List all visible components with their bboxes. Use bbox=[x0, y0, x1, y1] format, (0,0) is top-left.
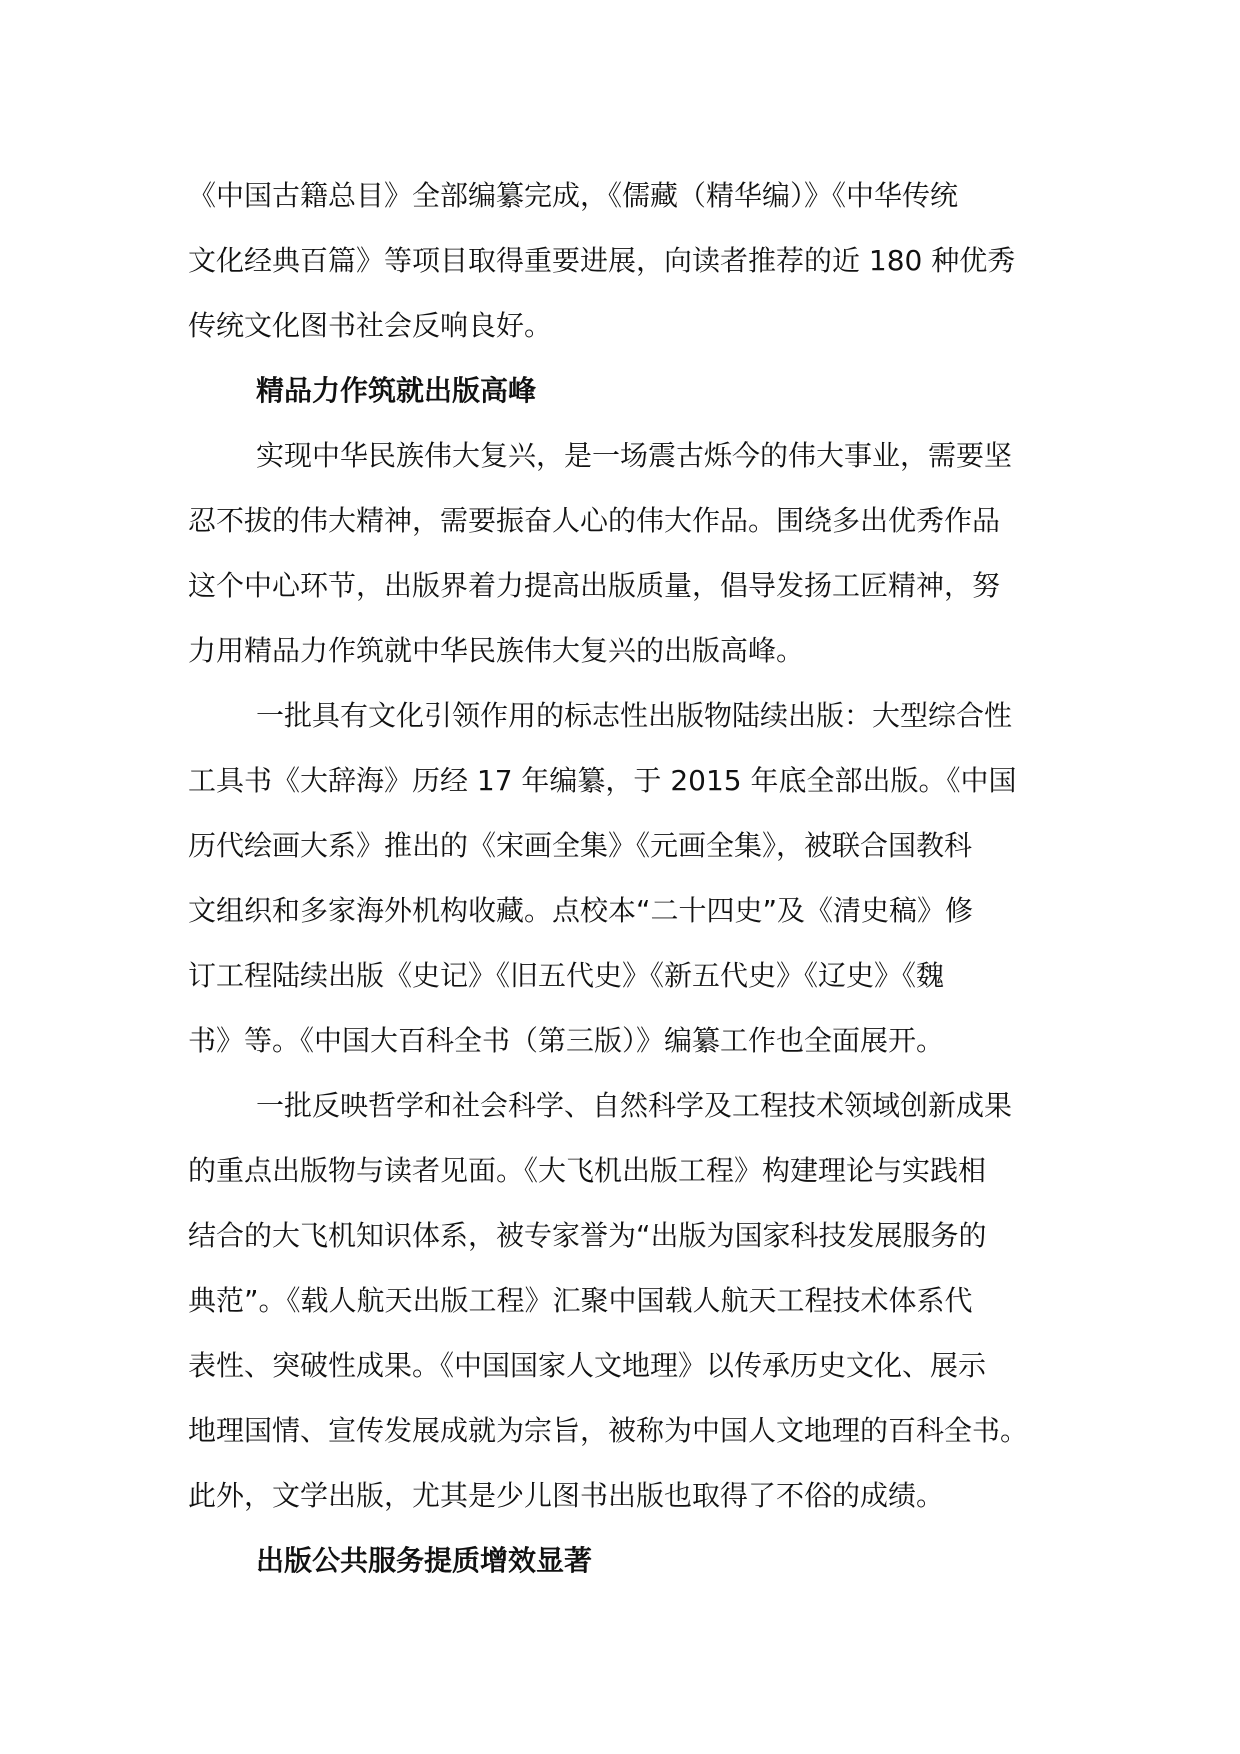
section-heading: 出版公共服务提质增效显著 bbox=[256, 1544, 593, 1577]
paragraph-line: 典范”。《载人航天出版工程》汇聚中国载人航天工程技术体系代 bbox=[188, 1284, 973, 1317]
paragraph-line: 力用精品力作筑就中华民族伟大复兴的出版高峰。 bbox=[188, 634, 805, 667]
paragraph-line: 的重点出版物与读者见面。《大飞机出版工程》构建理论与实践相 bbox=[188, 1154, 987, 1187]
paragraph-line: 此外，文学出版，尤其是少儿图书出版也取得了不俗的成绩。 bbox=[188, 1479, 945, 1512]
paragraph-line: 《中国古籍总目》全部编纂完成，《儒藏（精华编）》《中华传统 bbox=[188, 179, 959, 212]
paragraph-line: 这个中心环节，出版界着力提高出版质量，倡导发扬工匠精神，努 bbox=[188, 569, 1001, 602]
paragraph-line: 文组织和多家海外机构收藏。点校本“二十四史”及《清史稿》修 bbox=[188, 894, 974, 927]
paragraph-line: 忍不拔的伟大精神，需要振奋人心的伟大作品。围绕多出优秀作品 bbox=[188, 504, 1001, 537]
paragraph-line: 一批具有文化引领作用的标志性出版物陆续出版：大型综合性 bbox=[256, 699, 1013, 732]
paragraph-line: 传统文化图书社会反响良好。 bbox=[188, 309, 553, 342]
paragraph-line: 订工程陆续出版《史记》《旧五代史》《新五代史》《辽史》《魏 bbox=[188, 959, 945, 992]
paragraph-line: 地理国情、宣传发展成就为宗旨，被称为中国人文地理的百科全书。 bbox=[188, 1414, 1029, 1447]
paragraph-line: 实现中华民族伟大复兴，是一场震古烁今的伟大事业，需要坚 bbox=[256, 439, 1013, 472]
paragraph-line: 文化经典百篇》等项目取得重要进展，向读者推荐的近 180 种优秀 bbox=[188, 244, 1016, 277]
paragraph-line: 历代绘画大系》推出的《宋画全集》《元画全集》，被联合国教科 bbox=[188, 829, 973, 862]
document-body bbox=[188, 163, 1058, 1593]
paragraph-line: 书》等。《中国大百科全书（第三版）》编纂工作也全面展开。 bbox=[188, 1024, 945, 1057]
paragraph-line: 结合的大飞机知识体系，被专家誉为“出版为国家科技发展服务的 bbox=[188, 1219, 987, 1252]
paragraph-line: 一批反映哲学和社会科学、自然科学及工程技术领域创新成果 bbox=[256, 1089, 1013, 1122]
paragraph-line: 表性、突破性成果。《中国国家人文地理》以传承历史文化、展示 bbox=[188, 1349, 987, 1382]
paragraph-line: 工具书《大辞海》历经 17 年编纂，于 2015 年底全部出版。《中国 bbox=[188, 764, 1017, 797]
section-heading: 精品力作筑就出版高峰 bbox=[256, 374, 537, 407]
